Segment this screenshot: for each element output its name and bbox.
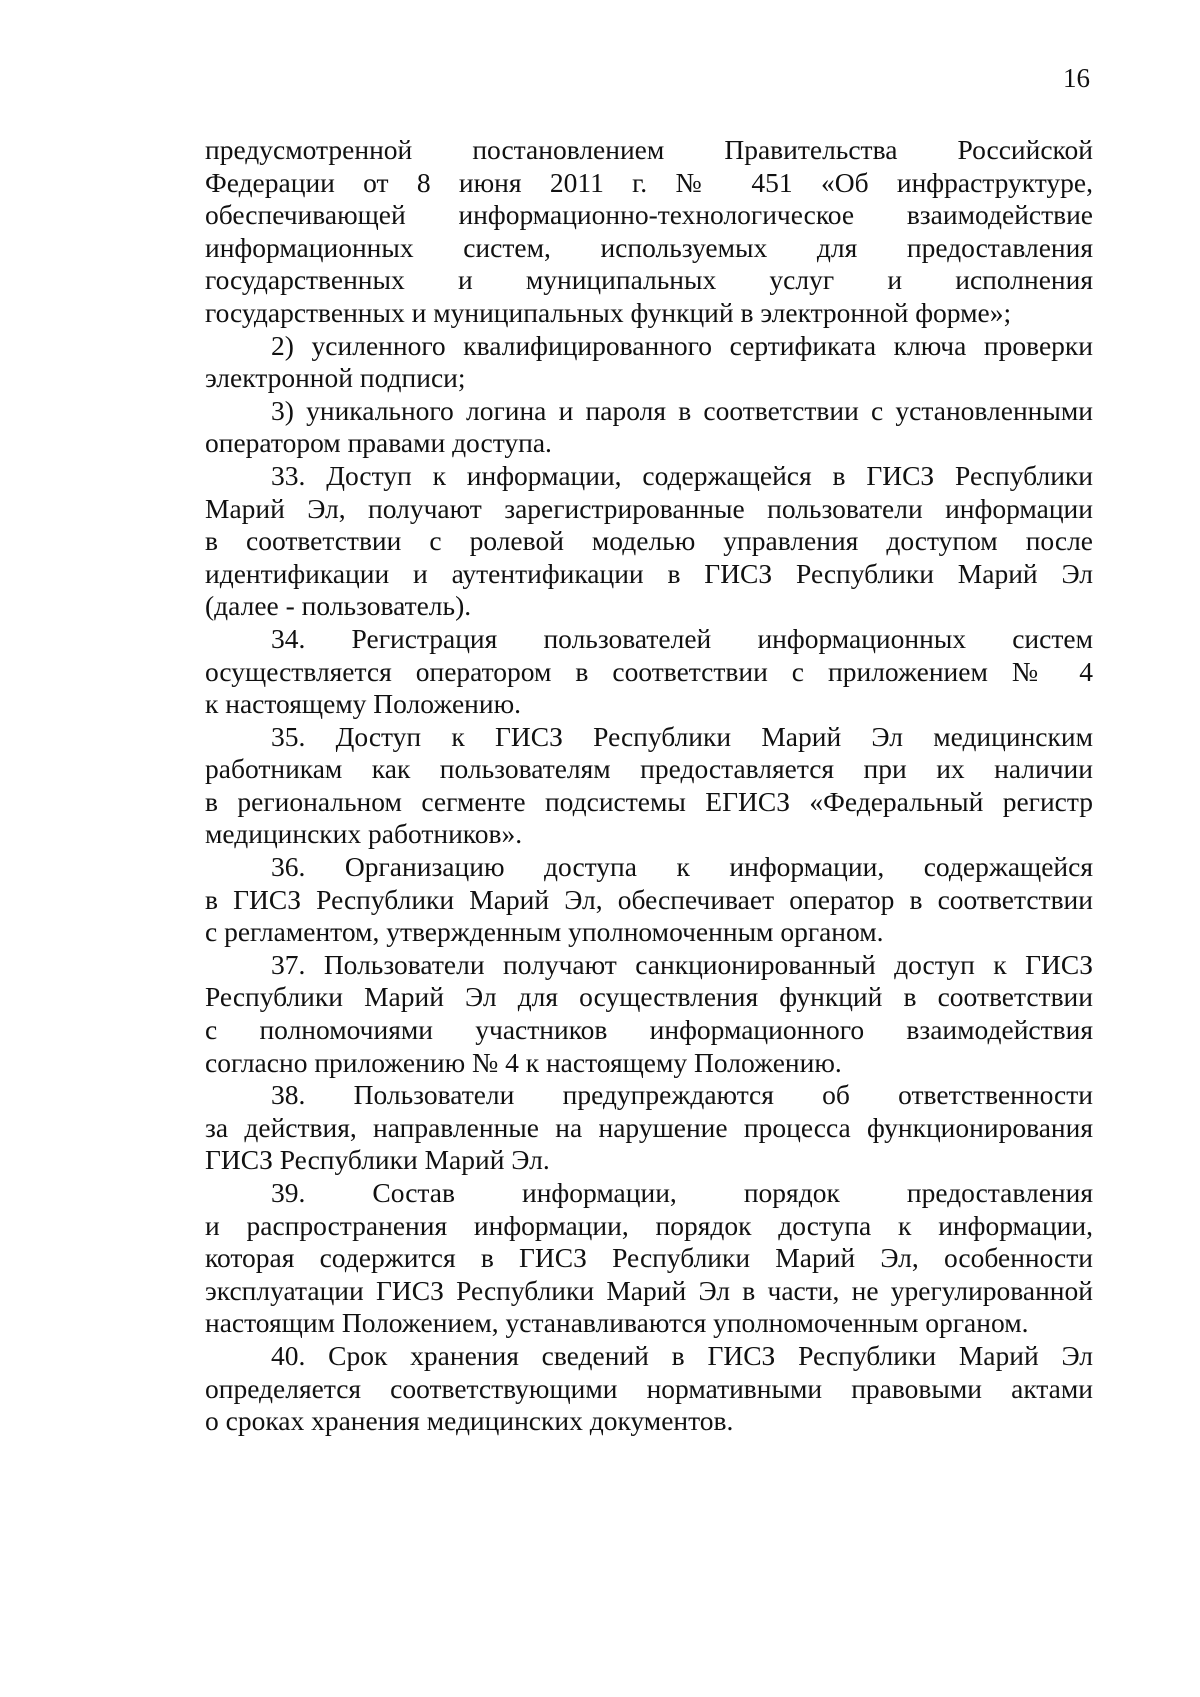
text-line: 36. Организацию доступа к информации, содержащейся [271,851,1093,883]
text-line: идентификации и аутентификации в ГИСЗ Республики Марий Эл [205,557,1093,589]
text-line: согласно приложению № 4 к настоящему Положению. [205,1046,842,1078]
text-line: (далее - пользователь). [205,590,472,622]
text-line: 37. Пользователи получают санкционированный доступ к ГИСЗ [271,948,1093,980]
paragraph [205,134,1093,330]
text-line: 39. Состав информации, порядок предоставления [271,1177,1093,1208]
text-line: 35. Доступ к ГИСЗ Республики Марий Эл медицинским [271,720,1093,752]
text-line: определяется соответствующими нормативными правовыми актами [205,1372,1093,1404]
text-line: оператором правами доступа. [205,427,552,459]
text-line: настоящим Положением, устанавливаются уполномоченным органом. [205,1307,1029,1339]
paragraph [205,623,1093,721]
text-line: обеспечивающей информационно-технологическое взаимодействие [205,199,1093,231]
text-line: ГИСЗ Республики Марий Эл. [205,1144,550,1176]
paragraph [205,851,1093,949]
paragraph [205,330,1093,395]
text-line: в региональном сегменте подсистемы ЕГИСЗ «Федеральный регистр [205,785,1093,817]
text-line: в соответствии с ролевой моделью управления доступом после [205,525,1093,557]
text-line: которая содержится в ГИСЗ Республики Марий Эл, особенности [205,1242,1093,1274]
text-line: о сроках хранения медицинских документов. [205,1405,734,1437]
text-line: Республики Марий Эл для осуществления функций в соответствии [205,981,1093,1013]
paragraph [205,1079,1093,1177]
paragraph [205,949,1093,1079]
text-line: 3) уникального логина и пароля в соответствии с установленными [271,394,1093,426]
text-line: к настоящему Положению. [205,688,522,720]
text-line: Марий Эл, получают зарегистрированные пользователи информации [205,492,1093,524]
text-line: в ГИСЗ Республики Марий Эл, обеспечивает оператор в соответствии [205,883,1093,915]
text-line: осуществляется оператором в соответствии с приложением № 4 [205,655,1093,687]
paragraph [205,395,1093,460]
text-line: и распространения информации, порядок доступа к информации, [205,1209,1093,1241]
text-line: за действия, направленные на нарушение процесса функционирования [205,1111,1093,1143]
text-line: 40. Срок хранения сведений в ГИСЗ Республики Марий Эл [271,1339,1093,1371]
text-line: 33. Доступ к информации, содержащейся в ГИСЗ Республики [271,459,1093,491]
text-line: с регламентом, утвержденным уполномоченным органом. [205,916,884,948]
paragraph [205,1340,1093,1438]
text-line: 2) усиленного квалифицированного сертификата ключа проверки [271,329,1093,361]
text-line: 34. Регистрация пользователей информационных систем [271,622,1093,654]
text-line: государственных и муниципальных услуг и исполнения [205,264,1093,296]
text-line: работникам как пользователям предоставляется при их наличии [205,753,1093,785]
text-line: государственных и муниципальных функций в электронной форме»; [205,296,1012,328]
document-body [205,134,1093,1438]
paragraph [205,1177,1093,1340]
paragraph [205,460,1093,623]
text-line: эксплуатации ГИСЗ Республики Марий Эл в части, не урегулированной [205,1274,1093,1306]
paragraph [205,721,1093,851]
text-line: предусмотренной постановлением Правительства Российской [205,134,1093,165]
text-line: информационных систем, используемых для предоставления [205,231,1093,263]
text-line: с полномочиями участников информационного взаимодействия [205,1014,1093,1046]
page-number: 16 [1063,63,1090,93]
text-line: медицинских работников». [205,818,523,850]
text-line: электронной подписи; [205,362,466,394]
text-line: Федерации от 8 июня 2011 г. № 451 «Об инфраструктуре, [205,166,1093,198]
text-line: 38. Пользователи предупреждаются об ответственности [271,1079,1093,1111]
